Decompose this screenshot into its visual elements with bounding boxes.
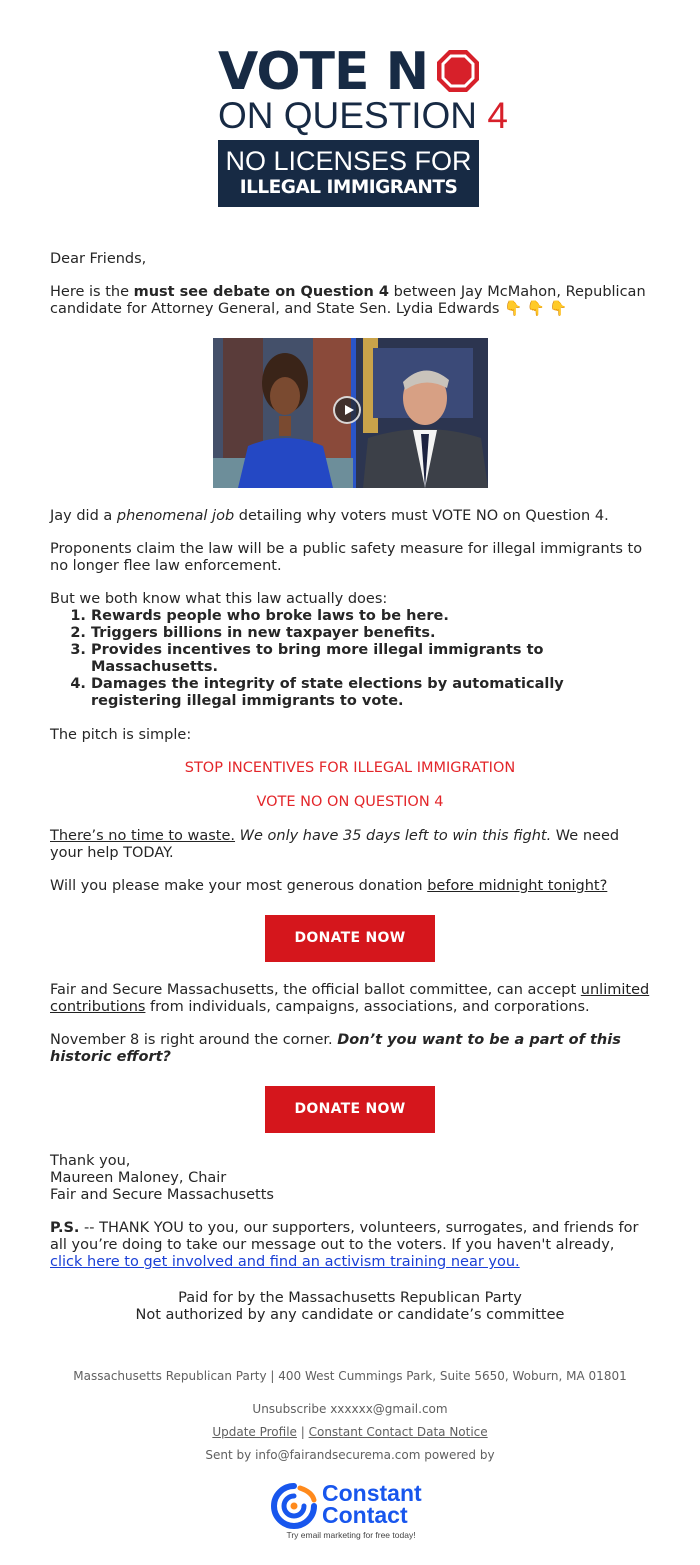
phenomenal-paragraph: Jay did a phenomenal job detailing why voters must VOTE NO on Question 4. bbox=[50, 508, 609, 524]
footer-address: Massachusetts Republican Party | 400 West Cummings Park, Suite 5650, Woburn, MA 01801 bbox=[73, 1369, 627, 1383]
constant-contact-tagline[interactable]: Try email marketing for free today! bbox=[286, 1530, 416, 1540]
intro-paragraph: Here is the must see debate on Question 4 between Jay McMahon, Republican candidate for Attorney General, and State Sen. Lydia Edwards 👇 👇 👇 bbox=[50, 284, 646, 317]
greeting: Dear Friends, bbox=[50, 251, 147, 267]
logo-vote-text: VOTE N bbox=[218, 42, 429, 102]
slogan-vote-no: VOTE NO ON QUESTION 4 bbox=[256, 794, 444, 810]
logo-question-line: ON QUESTION 4 bbox=[218, 95, 508, 136]
signoff bbox=[50, 1153, 274, 1204]
logo-banner bbox=[218, 140, 479, 207]
disclaimer-paid-for: Paid for by the Massachusetts Republican Party bbox=[178, 1290, 522, 1306]
disclaimer-not-authorized: Not authorized by any candidate or candidate’s committee bbox=[135, 1307, 565, 1323]
ps-paragraph: P.S. -- THANK YOU to you, our supporters, volunteers, surrogates, and friends for all you’re doing to take our message out to the voters. If you haven't already, click here to get involved and find an activism training near you. bbox=[50, 1220, 639, 1270]
signoff-thanks: Thank you, bbox=[50, 1153, 131, 1169]
list-item: 3. Provides incentives to bring more illegal immigrants to Massachusetts. bbox=[91, 642, 650, 676]
sent-by: Sent by info@fairandsecurema.com powered by bbox=[205, 1448, 495, 1462]
unlimited-contributions-link[interactable]: unlimited contributions bbox=[50, 982, 650, 1015]
november-paragraph: November 8 is right around the corner. Don’t you want to be a part of this historic effort? bbox=[50, 1032, 621, 1065]
signoff-name: Maureen Maloney, Chair bbox=[50, 1170, 227, 1186]
footer-links: Update Profile | Constant Contact Data Notice bbox=[212, 1425, 488, 1439]
list-item: 2. Triggers billions in new taxpayer benefits. bbox=[91, 625, 650, 642]
stop-sign-icon bbox=[436, 49, 480, 93]
urgency-paragraph: There’s no time to waste. We only have 35 days left to win this fight. We need your help TODAY. bbox=[50, 828, 620, 861]
data-notice-link[interactable]: Constant Contact Data Notice bbox=[308, 1425, 488, 1439]
list-item: 1. Rewards people who broke laws to be here. bbox=[91, 608, 650, 625]
before-midnight-link[interactable]: before midnight tonight? bbox=[427, 878, 608, 894]
constant-contact-logo-icon[interactable] bbox=[270, 1482, 318, 1530]
committee-paragraph: Fair and Secure Massachusetts, the official ballot committee, can accept unlimited contributions from individuals, campaigns, associations, and corporations. bbox=[50, 982, 650, 1015]
pitch-text: The pitch is simple: bbox=[50, 727, 192, 743]
slogan-stop-incentives: STOP INCENTIVES FOR ILLEGAL IMMIGRATION bbox=[184, 760, 516, 776]
list-item: 4. Damages the integrity of state elections by automatically registering illegal immigrants to vote. bbox=[91, 676, 650, 710]
unsubscribe-link[interactable]: Unsubscribe xxxxxx@gmail.com bbox=[252, 1402, 448, 1416]
signoff-org: Fair and Secure Massachusetts bbox=[50, 1187, 274, 1203]
logo-banner-line1: NO LICENSES FOR bbox=[225, 146, 472, 176]
update-profile-link[interactable]: Update Profile bbox=[212, 1425, 297, 1439]
logo-banner-line2: ILLEGAL IMMIGRANTS bbox=[239, 177, 458, 198]
donation-ask: Will you please make your most generous donation before midnight tonight? bbox=[50, 878, 608, 894]
play-icon[interactable] bbox=[333, 396, 361, 424]
disclaimer bbox=[0, 1290, 700, 1324]
law-list bbox=[50, 608, 650, 710]
constant-contact-wordmark[interactable]: Constant Contact bbox=[322, 1480, 422, 1528]
donate-now-button-2[interactable]: DONATE NOW bbox=[265, 1086, 435, 1133]
list-intro: But we both know what this law actually does: bbox=[50, 591, 388, 607]
get-involved-link[interactable]: click here to get involved and find an activism training near you. bbox=[50, 1254, 520, 1270]
proponents-paragraph: Proponents claim the law will be a public safety measure for illegal immigrants to no longer flee law enforcement. bbox=[50, 541, 643, 574]
donate-now-button[interactable]: DONATE NOW bbox=[265, 915, 435, 962]
pointing-down-icon: 👇 👇 👇 bbox=[504, 301, 568, 317]
